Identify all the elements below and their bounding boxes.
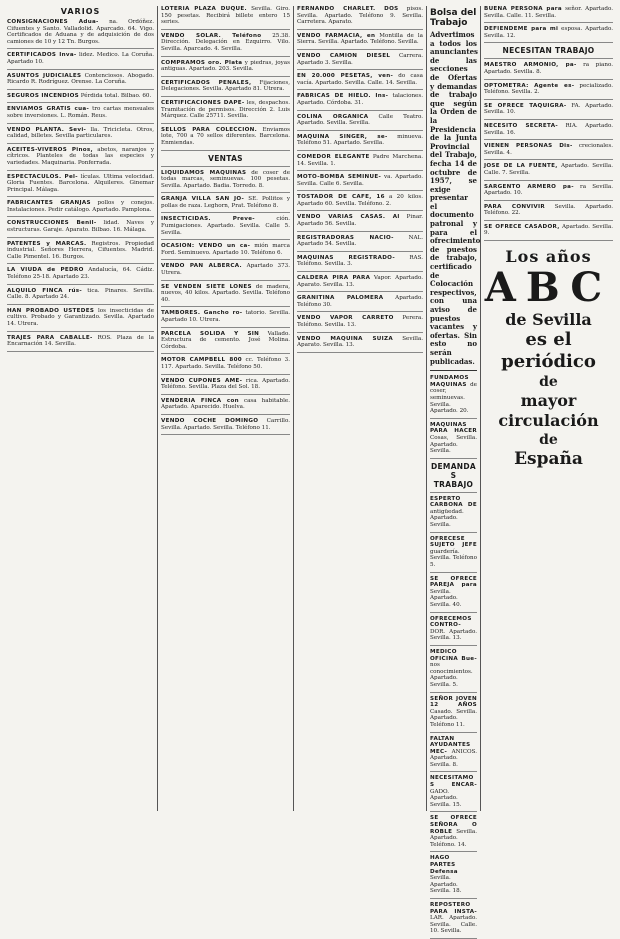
ad-text: lla. Tricicleta. Otros, calidad, billetes. Sevilla particulares. bbox=[7, 126, 154, 140]
ad-text: pecializado. Teléfono. Sevilla. 2. bbox=[484, 82, 613, 96]
classified-ad bbox=[7, 308, 154, 332]
classified-ad bbox=[161, 33, 290, 57]
ad-text: tatorio. Sevilla. Apartado 10. Utrera. bbox=[161, 310, 290, 323]
ad-keyword: HAGO PARTES Defensa bbox=[430, 855, 458, 875]
ad-keyword: CERTIFICACIONES DAPE- bbox=[161, 99, 245, 106]
column-1 bbox=[4, 6, 158, 811]
ad-keyword: FABRICANTES GRANJAS bbox=[7, 200, 91, 207]
classified-ad bbox=[297, 336, 423, 353]
ad-text: mión marca Ford. Seminuevo. Apartado 10. Teléfono 6. bbox=[161, 243, 290, 256]
ad-text: Vapor. Apartado. Aparato. Sevilla. 13. bbox=[297, 275, 424, 288]
classified-ad bbox=[297, 6, 423, 30]
ad-text: do casa vacía. Apartado. Sevilla. Calle. 14. Sevilla. bbox=[297, 73, 423, 86]
ad-text: guardería. Sevilla. Teléfono 5. bbox=[430, 548, 477, 569]
classified-ad bbox=[430, 775, 477, 812]
promo-line-6: de bbox=[539, 374, 558, 391]
classified-ad bbox=[297, 73, 423, 90]
ad-keyword: INSECTICIDAS. Preve- bbox=[161, 216, 255, 223]
ad-keyword: REGISTRADORAS NACIO- bbox=[297, 234, 394, 241]
ad-text: esposa. Apartado. Sevilla. 12. bbox=[484, 26, 614, 39]
ad-keyword: COLINA ORGANICA bbox=[297, 113, 369, 120]
ad-keyword: COMPRAMOS oro. Plata bbox=[161, 59, 243, 66]
classified-ad bbox=[430, 422, 477, 459]
classified-ad bbox=[484, 143, 613, 160]
classified-ad bbox=[7, 127, 154, 144]
promo-line-8: circulación bbox=[498, 411, 599, 431]
ad-keyword: DEMANDAS TRABAJO bbox=[430, 461, 477, 489]
ad-keyword: VENTAS bbox=[208, 153, 243, 163]
ad-keyword: SE OFRECE TAQUIGRA- bbox=[484, 102, 567, 109]
ad-text: va. Apartado. Sevilla. Calle 6. Sevilla. bbox=[297, 174, 423, 187]
featured-title: Bolsa del Trabajo bbox=[430, 8, 477, 28]
classified-ad bbox=[484, 26, 613, 43]
ad-text: Casado. Sevilla. Apartado. Teléfono 11. bbox=[430, 708, 477, 728]
classified-ad bbox=[430, 616, 477, 646]
ad-keyword: OFRECEMOS CONTRO- bbox=[430, 615, 472, 629]
ad-keyword: MEDICO OFICINA Bue- bbox=[430, 648, 477, 662]
classified-ad bbox=[161, 127, 290, 151]
classified-ad bbox=[484, 204, 613, 221]
classified-ad bbox=[161, 284, 290, 308]
ad-keyword: TAMBORES. Gancho ro- bbox=[161, 310, 243, 317]
promo-line-7: mayor bbox=[520, 391, 577, 411]
ad-text: abetos, naranjos y cítricos. Planteles de todas las especies y variedades. Maquinaria. Ponferrada. bbox=[7, 146, 154, 166]
ad-text: Sevilla. Apartado. Sevilla. 40. bbox=[430, 588, 462, 608]
ad-text: Sevilla. Apartado. Sevilla. 18. bbox=[430, 875, 462, 895]
column-2 bbox=[158, 6, 294, 811]
ad-text: Apartado 373. Utrera. bbox=[161, 263, 290, 277]
classified-ad bbox=[161, 418, 290, 435]
ad-keyword: VENDO PLANTA. Sevi- bbox=[7, 126, 87, 133]
ad-keyword: CERTIFICADOS Inva- bbox=[7, 52, 77, 59]
section-heading bbox=[430, 462, 477, 493]
ad-keyword: SEÑOR JOVEN 12 AÑOS bbox=[430, 695, 477, 709]
classified-ad bbox=[430, 902, 477, 939]
ad-text: Carrera. Apartado 3. Sevilla. bbox=[297, 52, 423, 66]
ad-keyword: BUENA PERSONA para bbox=[484, 6, 562, 12]
classified-ad bbox=[7, 106, 154, 123]
ad-text: Registros. Propiedad industrial. Señores Herrera, Cifuentes. Madrid. Calle Pimentel. 16. Burgos. bbox=[7, 240, 155, 260]
ad-keyword: VENDO VARIAS CASAS. Al bbox=[297, 214, 400, 221]
ad-keyword: REPOSTERO PARA INSTA- bbox=[430, 901, 477, 915]
ad-keyword: CERTIFICADOS PENALES, bbox=[161, 79, 252, 86]
ad-text: ANICOS. Apartado. Sevilla. 8. bbox=[430, 748, 477, 768]
classified-ad bbox=[484, 83, 613, 100]
classified-ad bbox=[7, 241, 154, 265]
section-heading-varios: VARIOS bbox=[60, 7, 101, 16]
classified-ad bbox=[161, 170, 290, 194]
ad-text: ROS. Plaza de la Encarnación 14. Sevilla. bbox=[7, 334, 154, 348]
classified-ad bbox=[161, 60, 290, 77]
ad-keyword: LA VIUDA de PEDRO bbox=[7, 267, 84, 274]
classified-ad bbox=[297, 134, 423, 151]
ad-keyword: PARCELA SOLIDA Y SIN bbox=[161, 330, 260, 337]
ad-keyword: VENDO MAQUINA SUIZA bbox=[297, 335, 393, 342]
ad-keyword: CONSTRUCCIONES Benil- bbox=[7, 220, 97, 227]
ad-keyword: SARGENTO ARMERO pa- bbox=[484, 183, 574, 190]
ad-keyword: JOSE DE LA FUENTE, bbox=[484, 163, 558, 170]
ad-keyword: OFRECESE SUJETO JEFE bbox=[430, 535, 477, 549]
ad-text: talaciones. Apartado. Córdoba. 31. bbox=[297, 93, 424, 106]
classified-ad bbox=[7, 73, 154, 90]
classified-ad bbox=[430, 649, 477, 693]
ad-keyword: OPTOMETRA: Agente es- bbox=[484, 82, 575, 89]
ad-keyword: NECESITO SECRETA- bbox=[484, 122, 558, 129]
classified-ad bbox=[484, 224, 613, 241]
column-3 bbox=[294, 6, 427, 811]
promo-line-5: periódico bbox=[501, 351, 596, 373]
ad-text: de madera, nuevos, 40 kilos. Apartado. Sevilla. Teléfono 40. bbox=[161, 283, 290, 303]
ad-keyword: MOTOR CAMPBELL 800 bbox=[161, 357, 242, 364]
column-4 bbox=[427, 6, 481, 935]
classified-ad bbox=[161, 378, 290, 395]
ad-keyword: VENDO FARMACIA, en bbox=[297, 32, 376, 39]
abc-promo bbox=[484, 247, 613, 469]
ad-keyword: VENDO COCHE DOMINGO bbox=[161, 417, 259, 424]
ad-keyword: SELLOS PARA COLECCION. bbox=[161, 126, 258, 133]
ad-keyword: MOTO-BOMBA SEMINUE- bbox=[297, 174, 382, 181]
ads-list-1 bbox=[7, 19, 154, 352]
ad-text: Andalucía, 64. Cádiz. Teléfono 25-18. Apartado 23. bbox=[7, 267, 154, 281]
ad-keyword: CALDERA PIRA PARA bbox=[297, 275, 371, 282]
classified-ad bbox=[7, 52, 154, 69]
ad-keyword: NECESITAN TRABAJO bbox=[502, 46, 595, 56]
ad-keyword: SE OFRECE SEÑORA O ROBLE bbox=[430, 815, 477, 835]
ad-keyword: SE VENDEN SIETE LONES bbox=[161, 283, 252, 290]
classified-ad bbox=[430, 536, 477, 573]
ad-keyword: MAQUINAS PARA HACER bbox=[430, 421, 477, 435]
ad-keyword: ACEITES-VIVEROS Pinos, bbox=[7, 146, 93, 153]
ad-text: señor. Apartado. Sevilla. Calle. 11. Sevilla. bbox=[484, 6, 614, 19]
ad-text: Sevilla. Apartado. Teléfono. 14. bbox=[430, 828, 477, 848]
classified-ad bbox=[7, 200, 154, 217]
classified-ad bbox=[297, 275, 423, 292]
ad-keyword: VENDO CUPONES AME- bbox=[161, 377, 243, 384]
ad-text: casa habitable. Apartado. Aparecido. Huelva. bbox=[161, 397, 290, 411]
classified-ad bbox=[297, 93, 423, 110]
classified-ad bbox=[430, 815, 477, 852]
ad-text: rica. Apartado. Teléfono. Sevilla. Plaza del Sol. 18. bbox=[161, 377, 291, 391]
ad-keyword: VENDO PAN ALBERCA. bbox=[161, 263, 242, 270]
classified-ad bbox=[297, 174, 423, 191]
ad-text: Cosas, Sevilla. Apartado. Sevilla. bbox=[430, 434, 477, 455]
classified-ad bbox=[161, 398, 290, 415]
classified-ad bbox=[297, 315, 423, 332]
classified-ad bbox=[430, 855, 477, 899]
ad-text: LAR. Apartado. Sevilla. Calle. 10. Sevilla. bbox=[430, 915, 477, 935]
ad-text: ra Sevilla. Apartado. 10. bbox=[484, 183, 613, 197]
ad-text: Sevilla. Apartado. Teléfono. 22. bbox=[484, 203, 613, 217]
ad-text: Apartado. Sevilla. 9. bbox=[484, 223, 613, 237]
ad-text: cc. Teléfono 3. 117. Apartado. Sevilla. Teléfono 50. bbox=[161, 357, 290, 370]
promo-line-3: de Sevilla bbox=[505, 310, 592, 330]
classified-ad bbox=[161, 357, 290, 374]
ad-text: 25.38. Dirección. Delegación en Ezquirro. Vilo. Sevilla. Aparcado. 4. Sevilla. bbox=[161, 32, 290, 52]
classified-ad bbox=[297, 154, 423, 171]
classified-ad bbox=[161, 263, 290, 280]
ad-text: Sevilla. Aparato. Sevilla. 13. bbox=[297, 335, 423, 349]
ad-keyword: MAQUINA SINGER, se- bbox=[297, 133, 388, 140]
ad-text: Enviamos lote, 700 a 70 sellos diferentes. Barcelona. Enmiendas. bbox=[161, 126, 290, 146]
ad-keyword: GRANJA VILLA SAN JO- bbox=[161, 196, 245, 203]
ad-keyword: VIENEN PERSONAS Dis- bbox=[484, 143, 573, 150]
classified-ad bbox=[484, 123, 613, 140]
classified-ad bbox=[7, 174, 154, 198]
ad-text: Carrillo. Sevilla. Apartado. Sevilla. Teléfono 11. bbox=[161, 417, 290, 431]
ad-keyword: MAESTRO ARMONIO, pa- bbox=[484, 62, 577, 69]
ad-keyword: ENVIAMOS GRATIS cua- bbox=[7, 106, 90, 113]
classified-ad bbox=[161, 6, 290, 30]
promo-line-4: es el bbox=[525, 329, 572, 351]
ad-keyword: LIQUIDAMOS MAQUINAS bbox=[161, 169, 247, 176]
ad-text: pollos y conejos. Instalaciones. Pedir catálogo. Apartado. Pamplona. bbox=[7, 200, 154, 213]
ad-text: Apartado. Sevilla. Calle. 7. Sevilla. bbox=[484, 163, 613, 176]
classified-ad bbox=[161, 243, 290, 260]
classified-ad bbox=[7, 267, 154, 284]
ad-text: de coser, seminuevas. Sevilla. Apartado. 20. bbox=[430, 381, 477, 415]
ad-text: Contenciosos. Abogado. Ricardo R. Rodríguez. Orense. La Coruña. bbox=[7, 72, 154, 86]
classified-ad bbox=[7, 220, 154, 237]
ad-keyword: HAN PROBADO USTEDES bbox=[7, 307, 95, 314]
ad-text: a 20 kilos. Apartado 60. Sevilla. Teléfono. 2. bbox=[297, 194, 423, 207]
featured-notice bbox=[430, 8, 481, 371]
ad-text: RIA. Apartado. Sevilla. 16. bbox=[484, 122, 614, 136]
ad-keyword: FALTAN AYUDANTES MEC- bbox=[430, 735, 471, 755]
promo-line-10: España bbox=[514, 449, 583, 470]
classified-ad bbox=[484, 6, 613, 23]
ad-text: RAS. Teléfono. Sevilla. 3. bbox=[297, 254, 423, 268]
ad-text: Sevilla. Giro. 150 pesetas. Recibirá billete entero 15 series. bbox=[161, 6, 290, 26]
ad-keyword: FABRICAS DE HIELO. Ins- bbox=[297, 93, 389, 100]
ad-text: lículas. Ultima velocidad. Gloria Fuentes. Barcelona. Alquileres. Ginemar Principal. Málaga. bbox=[7, 173, 154, 193]
ads-list-5 bbox=[484, 6, 613, 241]
ad-text: antigüedad. Apartado. Sevilla. bbox=[430, 508, 464, 529]
classified-ad bbox=[7, 93, 154, 104]
ad-keyword: COMEDOR ELEGANTE bbox=[297, 153, 370, 160]
ad-text: los insecticidas de cultivo. Probado y Garantizado. Sevilla. Apartado 14. Utrera. bbox=[7, 307, 154, 327]
classified-ad bbox=[297, 214, 423, 231]
ad-text: tro cartas mensuales sobre inversiones. L. Román. Reus. bbox=[7, 106, 154, 119]
classified-ad bbox=[161, 310, 290, 327]
classified-ad bbox=[484, 103, 613, 120]
ad-text: lidez. Medico. La Coruña. Apartado 10. bbox=[7, 52, 155, 65]
ad-text: Pérdida total. Bilbao. 60. bbox=[80, 92, 152, 99]
classified-ad bbox=[484, 163, 613, 180]
classified-ad bbox=[430, 696, 477, 733]
classified-ad bbox=[7, 288, 154, 305]
ad-text: les, despachos. Tramitación de permisos. Dirección 2. Luis Márquez. Calle 25711. Sevilla. bbox=[161, 99, 290, 120]
ad-text: tica. Pinares. Sevilla. Calle. 8. Apartado 24. bbox=[7, 287, 154, 301]
ad-text: minueva. Teléfono 51. Apartado. Sevilla. bbox=[297, 133, 423, 147]
ad-keyword: ESPECTACULOS. Pel- bbox=[7, 173, 78, 180]
ads-list-3 bbox=[297, 6, 423, 353]
ad-keyword: ESPERTO CARBONA DE bbox=[430, 495, 477, 509]
ad-text: Vallado. Estructura de cemento. José Molina. Córdoba. bbox=[161, 330, 290, 350]
ad-keyword: ALQUILO FINCA rús- bbox=[7, 287, 83, 294]
ad-text: SE. Pollitos y pollas de raza. Leghorn, Prat. Teléfono 8. bbox=[161, 196, 290, 209]
ad-text: ción. Fumigaciones. Apartado. Sevilla. Calle 5. Sevilla. bbox=[161, 216, 290, 236]
ad-keyword: DEFIENDEME para mi bbox=[484, 26, 559, 33]
column-5 bbox=[481, 6, 616, 811]
ad-text: DOR. Apartado. Sevilla. 13. bbox=[430, 628, 477, 642]
ad-keyword: GRANITINA PALOMERA bbox=[297, 295, 384, 302]
classified-ad bbox=[484, 62, 613, 79]
ad-text: GADO. Apartado. Sevilla. 15. bbox=[430, 788, 462, 808]
ad-text: Fijaciones, Delegaciones. Sevilla. Apartado 81. Utrera. bbox=[161, 79, 290, 93]
classified-ad bbox=[297, 33, 423, 50]
ad-keyword: FUNDAMOS MAQUINAS bbox=[430, 375, 469, 388]
ad-text: lidad. Naves y estructuras. Garaje. Aparato. Bilbao. 16. Málaga. bbox=[7, 220, 154, 234]
classified-ad bbox=[161, 196, 290, 213]
ad-text: na. Ordóñez. Cifuentes y Santo. Valladolid. Aparcado. 64. Vigo. Certificados de Aduana y de adquisición de dos camiones de 10 y 12 Tn. Burgos. bbox=[7, 19, 154, 45]
ad-text: NAL. Apartado 54. Sevilla. bbox=[297, 234, 424, 248]
ad-keyword: SE OFRECE CASADOR, bbox=[484, 223, 560, 230]
promo-abc: ABC bbox=[484, 264, 613, 312]
classified-ad bbox=[297, 235, 423, 252]
classified-ad bbox=[161, 216, 290, 240]
classified-ad bbox=[297, 194, 423, 211]
classified-ad bbox=[7, 19, 154, 49]
classified-ad bbox=[161, 100, 290, 124]
classified-ad bbox=[430, 496, 477, 533]
ad-text: crecionales. Sevilla. 4. bbox=[484, 143, 613, 156]
classified-ad bbox=[297, 295, 423, 312]
ad-text: ra piano. Apartado. Sevilla. 8. bbox=[484, 62, 613, 75]
ad-text: Perera. Teléfono. Sevilla. 13. bbox=[297, 315, 423, 328]
classified-ad bbox=[7, 335, 154, 352]
ad-keyword: SE OFRECE PAREJA para bbox=[430, 575, 477, 589]
ad-text: y piedras, joyas antiguas. Apartado. 203. Sevilla. bbox=[161, 59, 290, 73]
classified-ad bbox=[297, 53, 423, 70]
ad-keyword: MAQUINAS REGISTRADO- bbox=[297, 254, 395, 261]
ad-keyword: ASUNTOS JUDICIALES bbox=[7, 72, 82, 79]
classified-ad bbox=[161, 331, 290, 355]
classified-ad bbox=[297, 255, 423, 272]
promo-line-1: Los años bbox=[505, 247, 592, 267]
section-heading bbox=[484, 46, 613, 59]
ad-keyword: VENDO CAMION DIESEL bbox=[297, 52, 391, 59]
classified-ad bbox=[430, 375, 477, 419]
ads-list-2 bbox=[161, 6, 290, 435]
ad-keyword: PATENTES y MARCAS. bbox=[7, 240, 87, 247]
ad-keyword: VENDERIA FINCA con bbox=[161, 397, 239, 404]
ad-keyword: VENDO SOLAR. Teléfono bbox=[161, 32, 262, 39]
ad-keyword: NECESITAMOS ENCAR- bbox=[430, 775, 477, 789]
classified-ad bbox=[7, 147, 154, 171]
ad-text: Montilla de la Sierra. Sevilla. Apartado. Teléfono. Sevilla. bbox=[297, 32, 423, 46]
classified-ad bbox=[161, 80, 290, 97]
ad-keyword: EN 20.000 PESETAS, ven- bbox=[297, 73, 394, 80]
promo-line-9: de bbox=[539, 432, 558, 449]
ad-keyword: PARA CONVIVIR bbox=[484, 203, 545, 210]
classified-ad bbox=[430, 736, 477, 773]
ad-text: Apartado. Teléfono 30. bbox=[297, 295, 423, 308]
ad-keyword: TOSTADOR DE CAFE, 16 bbox=[297, 194, 385, 201]
ad-text: pisos. Sevilla. Apartado. Teléfono 9. Sevilla. Carretera. Aparato. bbox=[297, 6, 424, 26]
ad-keyword: OCASION: VENDO un ca- bbox=[161, 243, 251, 250]
ad-text: nos conocimientos. Apartado. Sevilla. 5. bbox=[430, 662, 473, 688]
ad-text: FA. Apartado. Sevilla. 10. bbox=[484, 102, 613, 116]
ad-keyword: LOTERIA PLAZA DUQUE. bbox=[161, 6, 247, 12]
ad-text: Pinar. Apartado 56. Sevilla. bbox=[297, 214, 423, 228]
ad-text: Padre Marchena. 14. Sevilla. 1. bbox=[297, 153, 423, 167]
ad-keyword: VENDO VAPOR CARRETO bbox=[297, 315, 394, 322]
ad-text: de coser de todas marcas, seminuevas. 100 pesetas. Sevilla. Apartado. Badia. Torredo. 8. bbox=[161, 169, 290, 189]
ads-list-4 bbox=[430, 375, 477, 939]
ad-keyword: SEGUROS INCENDIOS bbox=[7, 92, 80, 99]
ad-keyword: TRAJES PARA CABALLE- bbox=[7, 334, 93, 341]
classified-ad bbox=[484, 184, 613, 201]
classified-ad bbox=[430, 576, 477, 613]
section-heading bbox=[161, 154, 290, 167]
featured-body: Advertimos a todos los anunciantes de las secciones de Ofertas y demandas de trabajo que según la Orden de la Presidencia de la Junta Provincial del Trabajo, fecha 14 de octubre de 1957, se exige presentar el documento patronal y para el ofrecimiento de puestos de trabajo, certificado de Colocación respectivos, con una aviso de puestos vacantes y ofertas. Sin esto no serán publicadas. bbox=[430, 30, 481, 366]
ad-text: Calle Teatro. Apartado. Sevilla. Sevilla. bbox=[297, 113, 423, 127]
classified-ad bbox=[297, 114, 423, 131]
ad-keyword: CONSIGNACIONES Adua- bbox=[7, 19, 99, 25]
ad-keyword: FERNANDO CHARLET. DOS bbox=[297, 6, 399, 12]
